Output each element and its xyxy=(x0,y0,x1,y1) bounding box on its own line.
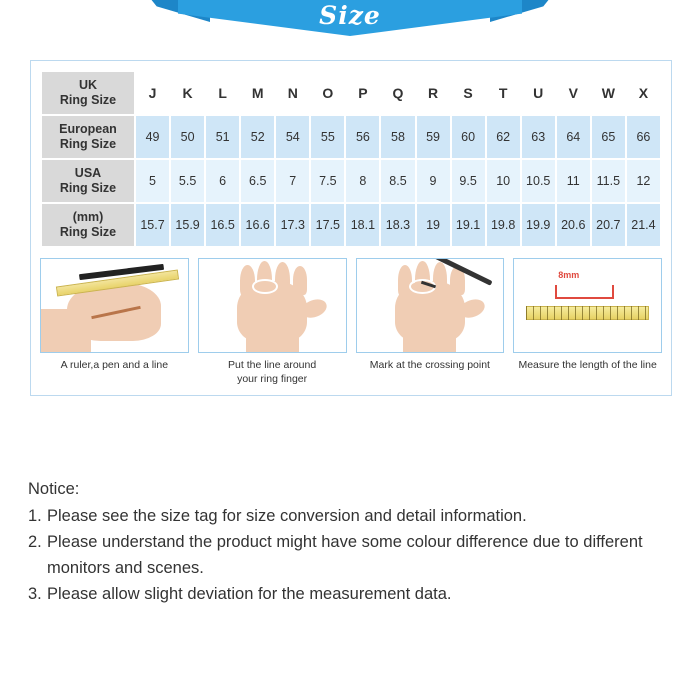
notice-item-1-number: 1. xyxy=(28,507,42,525)
cell-eu-12: 64 xyxy=(556,115,591,159)
cell-eu-0: 49 xyxy=(135,115,170,159)
ring-size-table xyxy=(40,70,662,248)
cell-uk-0: J xyxy=(135,71,170,115)
cell-uk-14: X xyxy=(626,71,661,115)
row-header-european-line2: Ring Size xyxy=(59,137,117,151)
cell-eu-5: 55 xyxy=(310,115,345,159)
cell-usa-7: 8.5 xyxy=(380,159,415,203)
measure-steps xyxy=(40,258,662,386)
cell-mm-5: 17.5 xyxy=(310,203,345,247)
cell-eu-2: 51 xyxy=(205,115,240,159)
wrist-shape xyxy=(403,333,456,353)
cell-eu-3: 52 xyxy=(240,115,275,159)
table-row-european xyxy=(41,115,661,159)
cell-usa-12: 11 xyxy=(556,159,591,203)
cell-uk-13: W xyxy=(591,71,626,115)
row-header-uk xyxy=(41,71,135,115)
step-2-caption-line2: your ring finger xyxy=(237,373,308,385)
cell-usa-11: 10.5 xyxy=(521,159,556,203)
notice-item-2-text: Please understand the product might have some colour difference due to different monitors and scenes. xyxy=(47,533,643,577)
notice-item-3-number: 3. xyxy=(28,585,42,603)
cell-eu-14: 66 xyxy=(626,115,661,159)
cell-eu-7: 58 xyxy=(380,115,415,159)
cell-mm-14: 21.4 xyxy=(626,203,661,247)
cell-eu-8: 59 xyxy=(416,115,451,159)
cell-mm-12: 20.6 xyxy=(556,203,591,247)
notice-item-2 xyxy=(28,529,678,581)
cell-uk-4: N xyxy=(275,71,310,115)
step-2-caption-line1: Put the line around xyxy=(228,359,317,371)
cell-eu-10: 62 xyxy=(486,115,521,159)
row-header-european xyxy=(41,115,135,159)
cell-uk-12: V xyxy=(556,71,591,115)
cell-usa-5: 7.5 xyxy=(310,159,345,203)
banner-title: Size xyxy=(319,1,381,30)
table-row-mm xyxy=(41,203,661,247)
row-header-usa-line2: Ring Size xyxy=(59,181,117,195)
cell-usa-13: 11.5 xyxy=(591,159,626,203)
notice-item-3-text: Please allow slight deviation for the measurement data. xyxy=(47,585,452,603)
cell-eu-11: 63 xyxy=(521,115,556,159)
line-around-finger-photo xyxy=(198,258,347,353)
cell-usa-4: 7 xyxy=(275,159,310,203)
cell-usa-8: 9 xyxy=(416,159,451,203)
cell-usa-6: 8 xyxy=(345,159,380,203)
table-row-uk xyxy=(41,71,661,115)
cell-mm-6: 18.1 xyxy=(345,203,380,247)
cell-usa-14: 12 xyxy=(626,159,661,203)
cell-mm-7: 18.3 xyxy=(380,203,415,247)
step-3 xyxy=(356,258,505,386)
step-3-caption: Mark at the crossing point xyxy=(369,359,490,371)
cell-usa-9: 9.5 xyxy=(451,159,486,203)
cell-uk-7: Q xyxy=(380,71,415,115)
measure-line-photo xyxy=(513,258,662,353)
measurement-bracket-shape xyxy=(555,285,614,299)
notice-block xyxy=(28,476,678,607)
cell-usa-2: 6 xyxy=(205,159,240,203)
cell-mm-11: 19.9 xyxy=(521,203,556,247)
mark-crossing-point-photo xyxy=(356,258,505,353)
cell-mm-2: 16.5 xyxy=(205,203,240,247)
step-1 xyxy=(40,258,189,386)
wrist-shape xyxy=(246,333,299,353)
row-header-usa xyxy=(41,159,135,203)
cell-mm-8: 19 xyxy=(416,203,451,247)
row-header-european-line1: European xyxy=(59,122,117,136)
row-header-mm-line1: (mm) xyxy=(72,210,104,224)
step-2-caption xyxy=(198,358,347,386)
cell-uk-11: U xyxy=(521,71,556,115)
row-header-usa-line1: USA xyxy=(74,166,102,180)
row-header-mm-line2: Ring Size xyxy=(59,225,117,239)
size-card xyxy=(30,60,672,396)
ruler-pen-line-photo xyxy=(40,258,189,353)
step-1-caption: A ruler,a pen and a line xyxy=(60,359,169,371)
banner xyxy=(0,0,700,42)
step-4 xyxy=(513,258,662,386)
cell-mm-13: 20.7 xyxy=(591,203,626,247)
cell-mm-0: 15.7 xyxy=(135,203,170,247)
ruler-ticks-shape xyxy=(526,306,649,321)
cell-uk-8: R xyxy=(416,71,451,115)
row-header-mm xyxy=(41,203,135,247)
cell-mm-4: 17.3 xyxy=(275,203,310,247)
cell-uk-9: S xyxy=(451,71,486,115)
cell-eu-9: 60 xyxy=(451,115,486,159)
cell-mm-3: 16.6 xyxy=(240,203,275,247)
cell-eu-13: 65 xyxy=(591,115,626,159)
notice-title: Notice: xyxy=(28,480,80,498)
cell-mm-1: 15.9 xyxy=(170,203,205,247)
step-4-caption: Measure the length of the line xyxy=(518,359,657,371)
cell-uk-3: M xyxy=(240,71,275,115)
cell-usa-1: 5.5 xyxy=(170,159,205,203)
cell-mm-9: 19.1 xyxy=(451,203,486,247)
notice-item-1 xyxy=(28,503,678,529)
notice-item-2-number: 2. xyxy=(28,533,42,551)
cell-eu-1: 50 xyxy=(170,115,205,159)
notice-item-3 xyxy=(28,581,678,607)
cell-usa-10: 10 xyxy=(486,159,521,203)
step-2 xyxy=(198,258,347,386)
notice-item-1-text: Please see the size tag for size conversion and detail information. xyxy=(47,507,527,525)
cell-uk-2: L xyxy=(205,71,240,115)
cell-uk-6: P xyxy=(345,71,380,115)
row-header-uk-line2: Ring Size xyxy=(59,93,117,107)
row-header-uk-line1: UK xyxy=(78,78,98,92)
cell-uk-1: K xyxy=(170,71,205,115)
cell-uk-5: O xyxy=(310,71,345,115)
measurement-label: 8mm xyxy=(558,270,580,281)
cell-mm-10: 19.8 xyxy=(486,203,521,247)
cell-uk-10: T xyxy=(486,71,521,115)
cell-eu-4: 54 xyxy=(275,115,310,159)
cell-eu-6: 56 xyxy=(345,115,380,159)
cell-usa-3: 6.5 xyxy=(240,159,275,203)
table-row-usa xyxy=(41,159,661,203)
cell-usa-0: 5 xyxy=(135,159,170,203)
